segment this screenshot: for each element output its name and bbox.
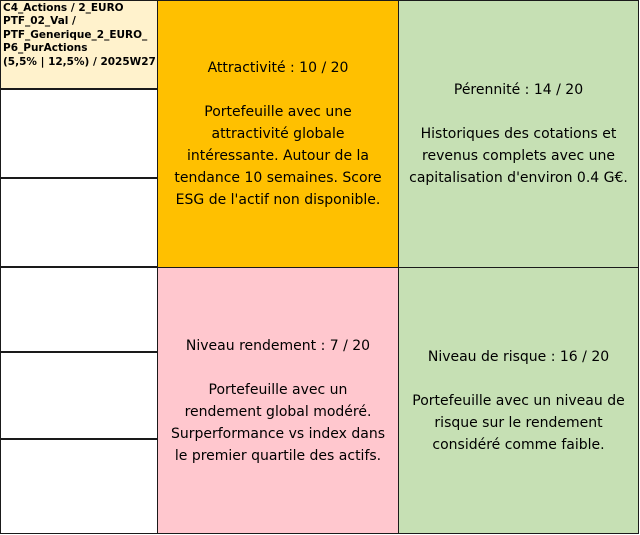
rendement-description: Portefeuille avec un rendement global modéré. Surperformance vs index dans le premier quartile des actifs. [170, 381, 386, 464]
portfolio-label-line-2: PTF_02_Val / [3, 15, 76, 28]
perennite-description: Historiques des cotations et revenus complets avec une capitalisation d'environ 0.4 G€. [409, 126, 628, 186]
empty-cell[interactable] [0, 439, 158, 534]
empty-cell[interactable] [0, 352, 158, 439]
empty-cell[interactable] [0, 267, 158, 352]
attractivite-score: Attractivité : 10 / 20 [207, 60, 349, 76]
risque-panel[interactable] [398, 267, 639, 534]
rendement-score: Niveau rendement : 7 / 20 [185, 337, 371, 354]
attractivite-description: Portefeuille avec une attractivité globale intéressante. Autour de la tendance 10 semaines. Score ESG de l'actif non disponible. [174, 104, 382, 208]
rendement-panel[interactable] [157, 267, 399, 534]
empty-cell[interactable] [0, 89, 158, 178]
portfolio-label-line-5: (5,5% | 12,5%) / 2025W27 [3, 55, 156, 68]
risque-score: Niveau de risque : 16 / 20 [427, 348, 610, 365]
portfolio-label-line-3: PTF_Generique_2_EURO_ [3, 28, 148, 41]
portfolio-label-cell[interactable] [0, 0, 158, 89]
portfolio-label-line-1: C4_Actions / 2_EURO [3, 2, 124, 14]
empty-cell[interactable] [0, 178, 158, 267]
risque-description: Portefeuille avec un niveau de risque sur le rendement considéré comme faible. [412, 392, 625, 453]
attractivite-panel[interactable] [157, 0, 399, 268]
portfolio-label-line-4: P6_PurActions [3, 42, 88, 55]
perennite-panel[interactable] [398, 0, 639, 268]
perennite-score: Pérennité : 14 / 20 [453, 82, 584, 98]
